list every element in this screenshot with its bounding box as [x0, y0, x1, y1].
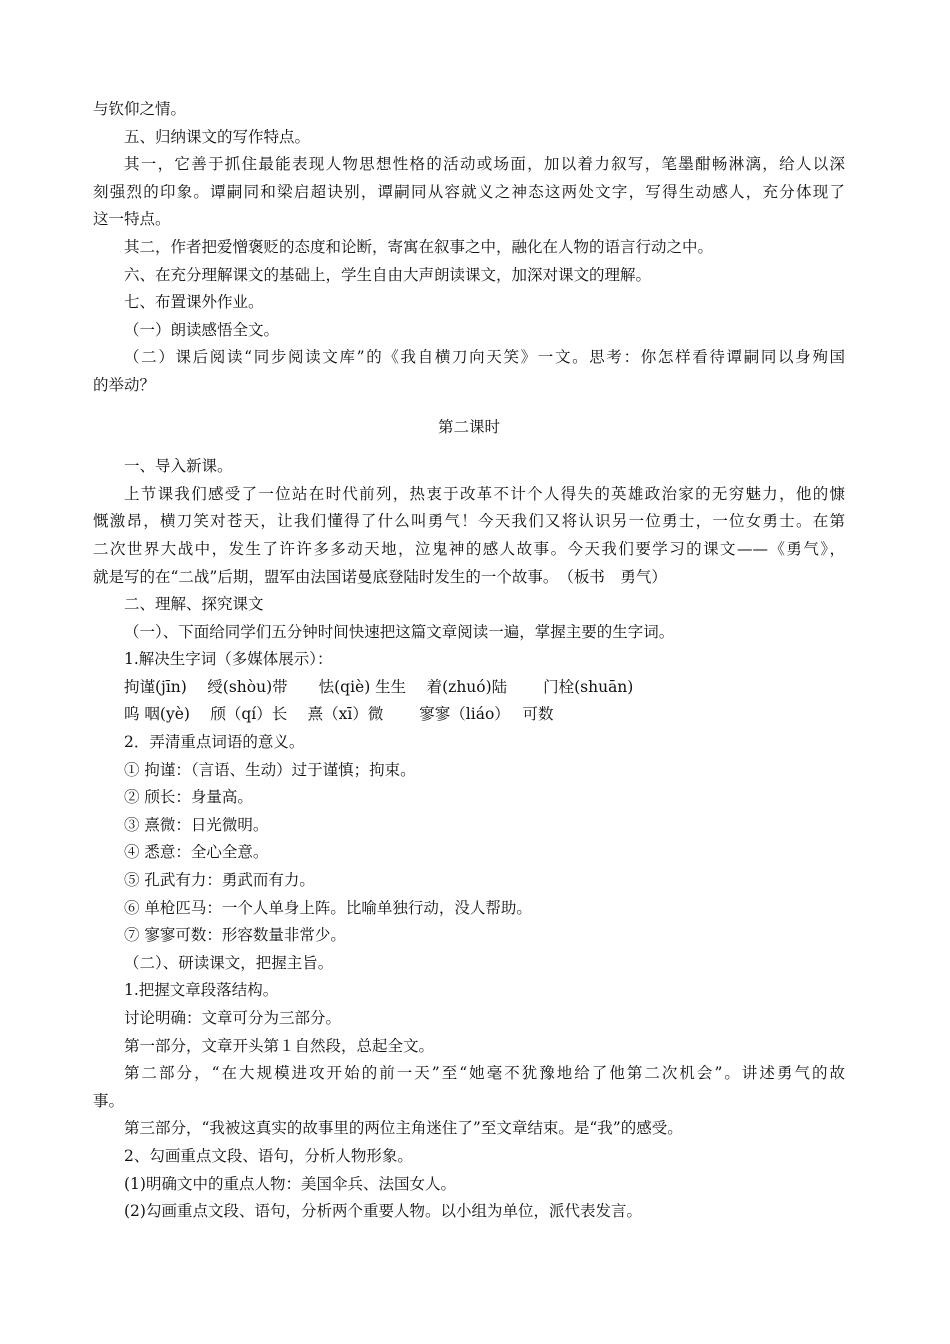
text-line: ① 拘谨：（言语、生动）过于谨慎；拘束。 [124, 760, 416, 779]
text-line: 上节课我们感受了一位站在时代前列，热衷于改革不计个人得失的英雄政治家的无穷魅力，他的慷 [124, 484, 845, 503]
text-line: 1.解决生字词（多媒体展示）： [124, 650, 333, 669]
text-line: ⑤ 孔武有力：勇武而有力。 [124, 871, 315, 890]
lesson-one-section [93, 96, 845, 400]
text-line: 的举动？ [93, 375, 156, 394]
lesson-two-section [93, 453, 845, 1226]
text-line: 与钦仰之情。 [93, 100, 187, 118]
text-line: 讨论明确：文章可分为三部分。 [124, 1009, 342, 1027]
text-line: （二）课后阅读“同步阅读文库”的《我自横刀向天笑》一文。思考：你怎样看待谭嗣同以身殉国 [124, 348, 845, 367]
text-line: ⑥ 单枪匹马：一个人单身上阵。比喻单独行动，没人帮助。 [124, 898, 532, 917]
text-line: 第一部分，文章开头第１自然段，总起全文。 [124, 1036, 435, 1055]
text-line: (2)勾画重点文段、语句，分析两个重要人物。以小组为单位，派代表发言。 [124, 1202, 642, 1221]
text-line: 刻强烈的印象。谭嗣同和梁启超诀别，谭嗣同从容就义之神态这两处文字，写得生动感人，充分体现了 [93, 182, 845, 201]
text-line: （一）朗读感悟全文。 [124, 320, 280, 339]
document-page [93, 96, 845, 1226]
text-line: 第二部分，“在大规模进攻开始的前一天”至“她毫不犹豫地给了他第二次机会”。讲述勇气的故 [124, 1064, 845, 1083]
text-line: 其二，作者把爱憎褒贬的态度和论断，寄寓在叙事之中，融化在人物的语言行动之中。 [124, 237, 714, 256]
text-line: 六、在充分理解课文的基础上，学生自由大声朗读课文，加深对课文的理解。 [124, 265, 652, 284]
text-line: 这一特点。 [93, 210, 171, 229]
text-line: ⑦ 寥寥可数：形容数量非常少。 [124, 926, 346, 945]
text-line: (1)明确文中的重点人物：美国伞兵、法国女人。 [124, 1174, 456, 1193]
text-line: 其一，它善于抓住最能表现人物思想性格的活动或场面，加以着力叙写，笔墨酣畅淋漓，给人以深 [124, 155, 845, 174]
text-line: 1.把握文章段落结构。 [124, 981, 279, 1000]
text-line: 慨激昂，横刀笑对苍天，让我们懂得了什么叫勇气！今天我们又将认识另一位勇士，一位女勇士。在第 [93, 512, 845, 531]
text-line: 七、布置课外作业。 [124, 293, 264, 312]
text-line: 呜 咽(yè) 颀（qí）长 熹（xī）微 寥寥（liáo） 可数 [124, 705, 554, 724]
text-line: ③ 熹微：日光微明。 [124, 815, 269, 834]
text-line: 就是写的在“二战”后期，盟军由法国诺曼底登陆时发生的一个故事。 （板书 勇气） [93, 567, 667, 586]
text-line: （一）、下面给同学们五分钟时间快速把这篇文章阅读一遍，掌握主要的生字词。 [124, 622, 675, 641]
text-line: 事。 [93, 1091, 125, 1110]
text-line: 一、导入新课。 [124, 457, 233, 476]
text-line: 2．弄清重点词语的意义。 [124, 733, 305, 752]
text-line: 二次世界大战中，发生了许许多多动天地，泣鬼神的感人故事。今天我们要学习的课文——《勇气》， [93, 539, 845, 558]
text-line: 第三部分，“我被这真实的故事里的两位主角迷住了”至文章结束。是“我”的感受。 [124, 1119, 683, 1138]
text-line: ② 颀长：身量高。 [124, 788, 253, 807]
section-heading: 第二课时 [437, 417, 500, 436]
text-line: 拘谨(jīn) 绶(shòu)带 怯(qiè) 生生 着(zhuó)陆 门栓(shuān) [124, 677, 634, 696]
text-line: （二）、研读课文，把握主旨。 [124, 953, 334, 972]
text-line: ④ 悉意：全心全意。 [124, 843, 269, 862]
text-line: 二、理解、探究课文 [124, 595, 264, 614]
text-line: 2、勾画重点文段、语句，分析人物形象。 [124, 1146, 413, 1165]
text-line: 五、归纳课文的写作特点。 [124, 127, 311, 146]
